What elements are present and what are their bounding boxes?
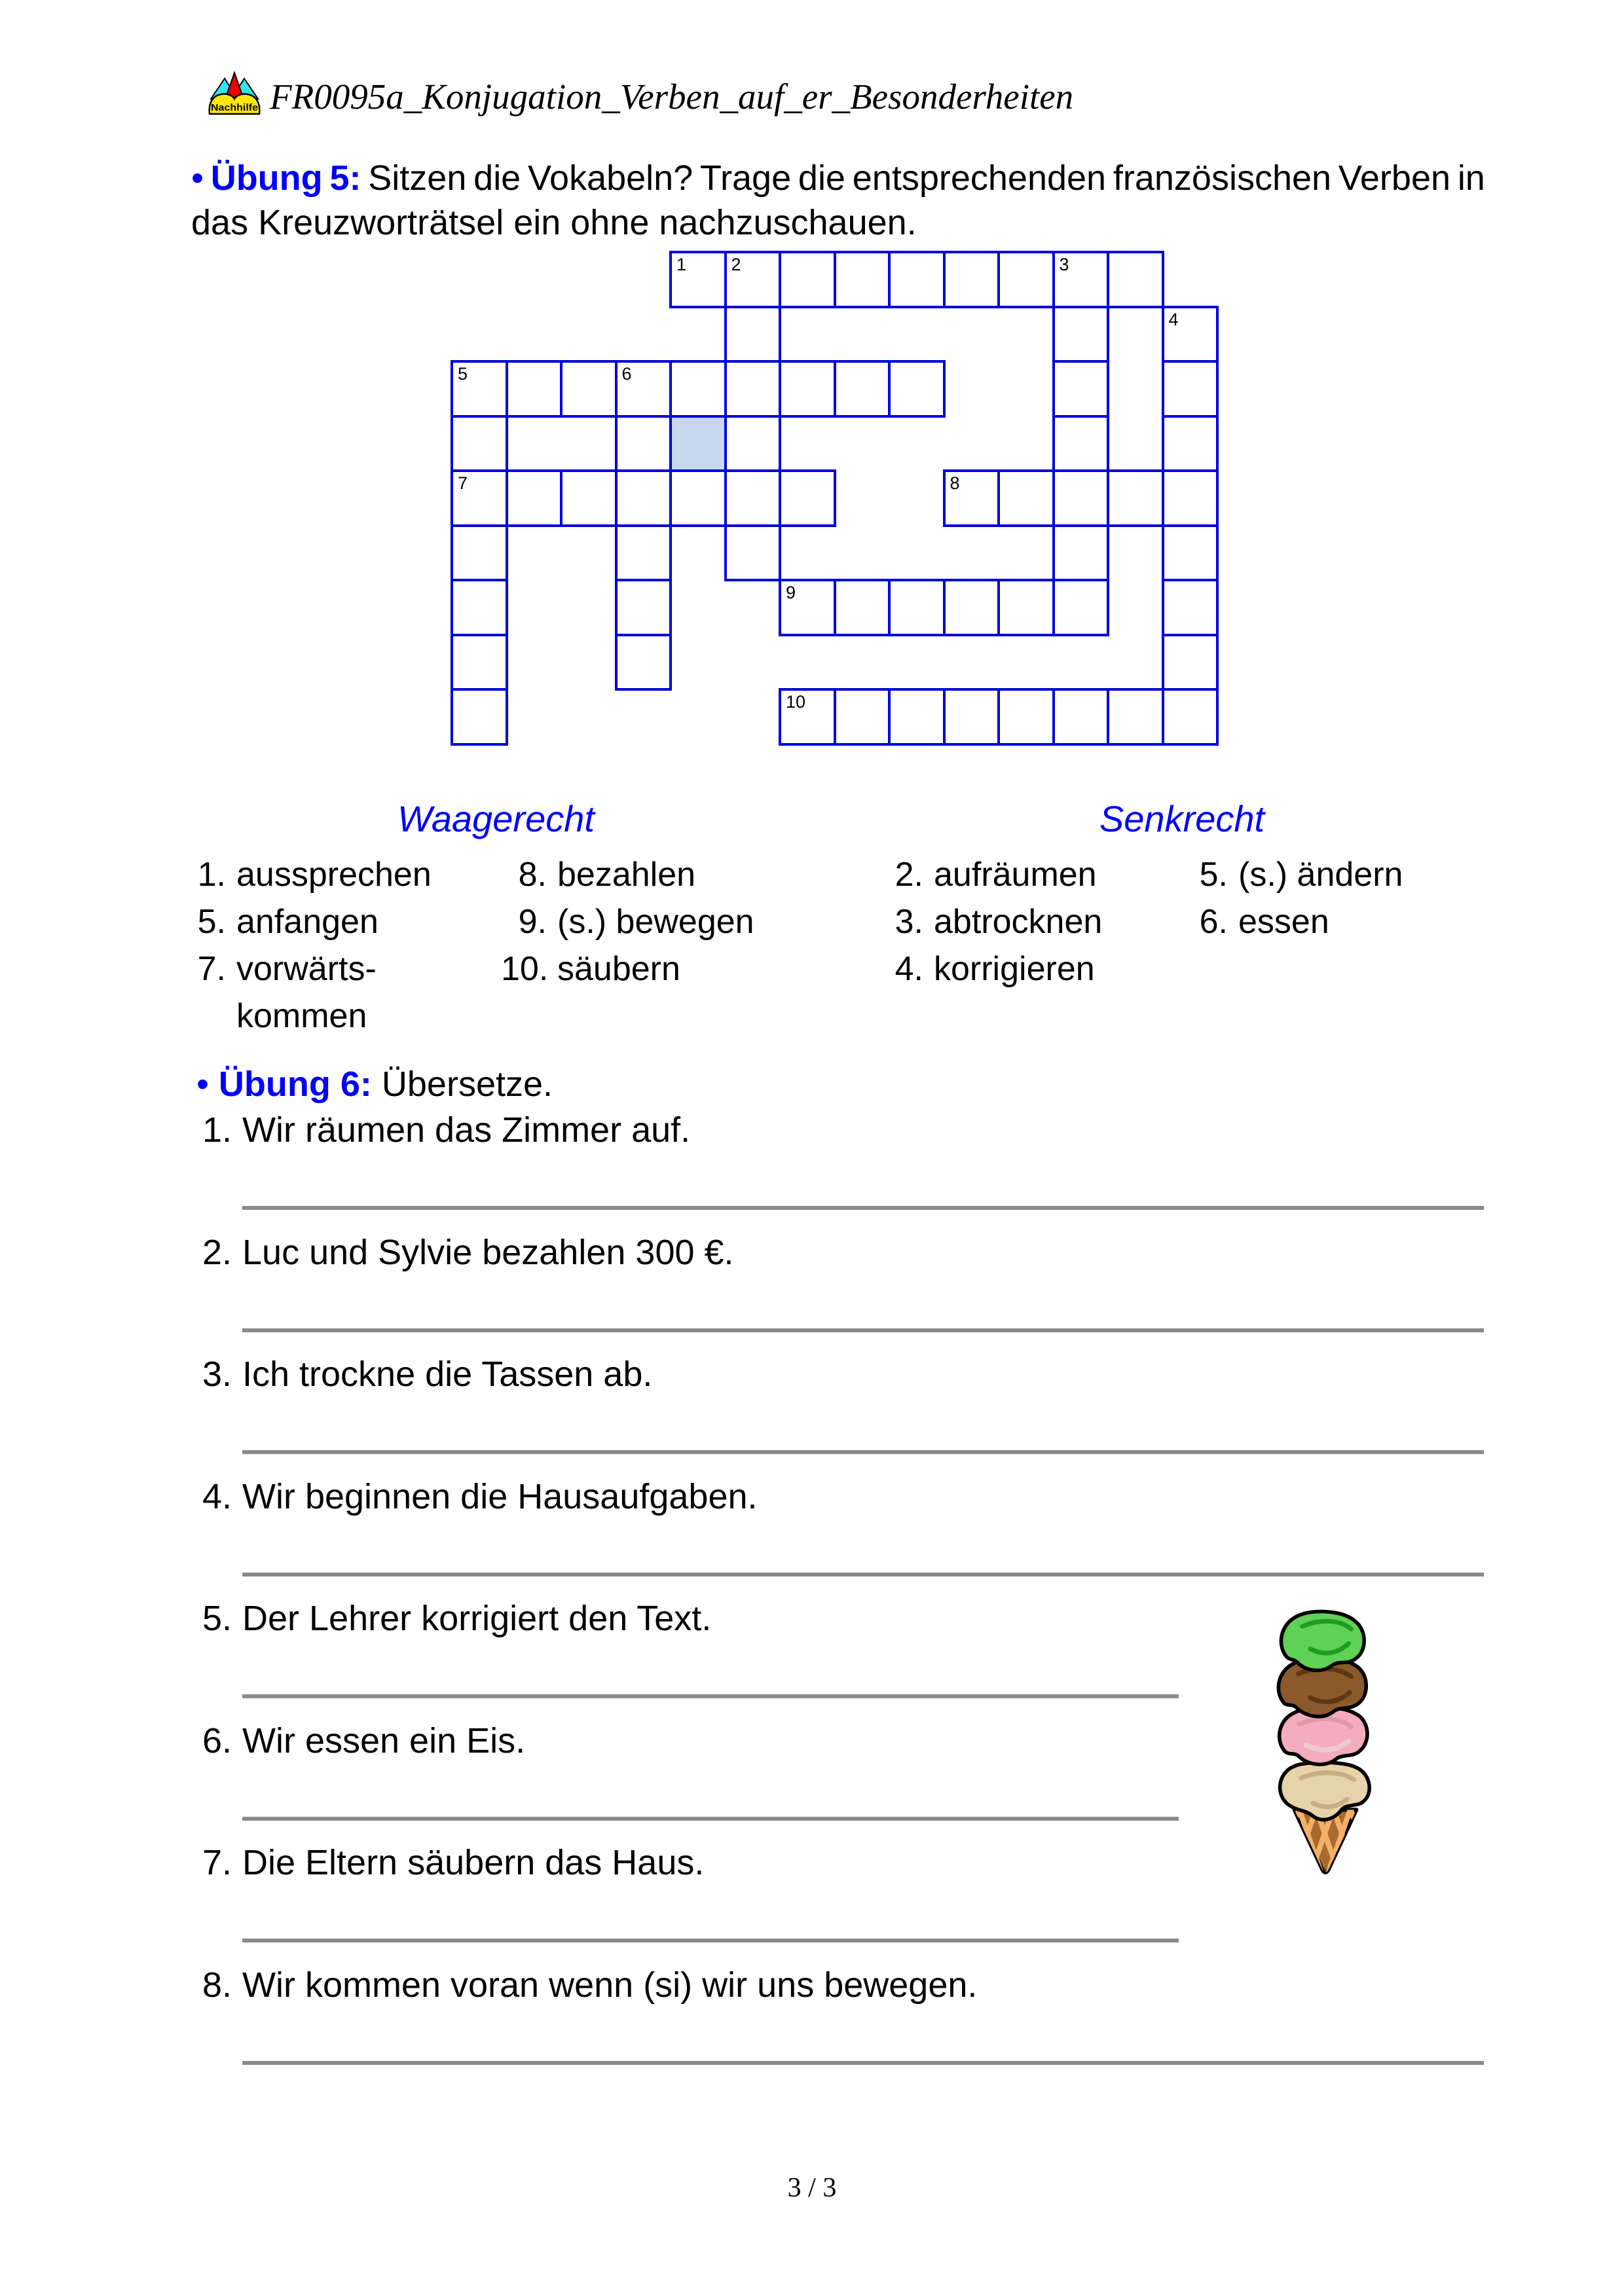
exercise5-word: entsprechenden [852,158,1107,198]
crossword-cell[interactable] [451,415,508,473]
crossword-cell[interactable] [888,251,946,308]
crossword-cell[interactable] [1107,688,1164,746]
sentence-text: Der Lehrer korrigiert den Text. [242,1599,712,1638]
crossword-cell[interactable] [1162,688,1219,746]
across-number: 7. [197,950,226,988]
crossword-cell-4[interactable]: 4 [1162,306,1219,363]
across-title: Waagerecht [397,798,595,839]
spacer [180,993,226,1040]
across-list-column-2 [501,851,754,993]
down-word: aufräumen [934,856,1097,894]
across-word: anfangen [236,903,378,941]
exercise6-instruction: Übersetze. [381,1065,553,1104]
exercise6-bullet: • [196,1065,209,1104]
crossword-cell[interactable] [1162,469,1219,527]
answer-line[interactable] [242,2061,1484,2065]
crossword-cell[interactable] [615,579,673,636]
crossword-cell[interactable] [997,469,1055,527]
down-word: (s.) ändern [1238,856,1403,894]
crossword-cell[interactable] [1052,360,1110,418]
crossword-cell[interactable] [615,415,673,473]
down-title: Senkrecht [1099,798,1265,839]
crossword-cell[interactable] [1162,579,1219,636]
translation-item [0,1231,1624,1354]
answer-line[interactable] [242,1817,1179,1821]
crossword-cell[interactable] [834,251,891,308]
down-number: 3. [895,903,923,941]
crossword-cell[interactable] [1162,415,1219,473]
sentence-text: Wir beginnen die Hausaufgaben. [242,1476,758,1516]
translation-item [0,1476,1624,1598]
exercise5-word: französischen [1113,158,1332,198]
exercise5-label-word: Übung [210,158,323,198]
crossword-cell[interactable] [724,469,782,527]
answer-line[interactable] [242,1939,1179,1942]
across-word: aussprechen [236,856,432,894]
exercise5-heading-line2: das Kreuzworträtsel ein ohne nachzuschauen. [191,203,917,242]
across-word: vorwärts- [236,950,377,988]
document-title: FR0095a_Konjugation_Verben_auf_er_Besonderheiten [270,77,1074,117]
crossword-cell[interactable] [1162,634,1219,691]
crossword-cell[interactable] [1052,688,1110,746]
translation-sentence [183,1231,734,1274]
crossword-cell[interactable] [615,469,673,527]
down-number: 5. [1199,856,1228,894]
crossword-cell[interactable] [1052,469,1110,527]
across-number: 10. [501,950,549,988]
crossword-cell[interactable] [1107,251,1164,308]
across-word: säubern [557,950,680,988]
across-number: 8. [518,856,547,894]
crossword-cell-5[interactable]: 5 [451,360,508,418]
sentence-number: 8. [202,1965,232,2005]
exercise6-heading [196,1063,553,1106]
crossword-cell[interactable] [943,688,1001,746]
translation-sentence [183,1353,652,1396]
exercise6-label: Übung 6: [218,1065,372,1104]
sentence-number: 6. [202,1721,232,1760]
exercise5-bullet: • [191,158,204,198]
across-word: kommen [236,997,367,1035]
crossword-cell[interactable] [943,579,1001,636]
crossword-cell[interactable] [615,524,673,582]
translation-sentence [183,1109,690,1152]
exercise5-word: Sitzen [368,158,467,198]
exercise5-label-word: 5: [329,158,361,198]
across-word: bezahlen [557,856,696,894]
sentence-number: 3. [202,1355,232,1394]
crossword-cell[interactable] [451,579,508,636]
crossword-cell-3[interactable]: 3 [1052,251,1110,308]
crossword-cell-2[interactable]: 2 [724,251,782,308]
down-number: 2. [895,856,923,894]
across-number: 9. [518,903,547,941]
across-item [180,851,432,898]
sentence-number: 4. [202,1476,232,1516]
down-item [1182,898,1403,945]
crossword-cell[interactable] [669,469,727,527]
answer-line[interactable] [242,1694,1179,1698]
crossword-shaded-cell[interactable] [669,415,727,473]
exercise5-heading-line1 [191,157,1485,200]
crossword-cell[interactable] [560,360,618,418]
crossword-cell[interactable] [1162,524,1219,582]
down-item [877,851,1102,898]
crossword-cell[interactable] [1107,469,1164,527]
crossword-cell[interactable] [997,688,1055,746]
translation-sentence [183,1720,525,1762]
down-item [1182,851,1403,898]
crossword-cell[interactable] [943,251,1001,308]
across-item [501,945,754,993]
crossword-cell[interactable] [724,306,782,363]
crossword-cell[interactable] [834,688,891,746]
crossword-cell[interactable] [506,360,563,418]
translation-item [0,1353,1624,1476]
across-word: (s.) bewegen [557,903,754,941]
exercise5-word: die [473,158,521,198]
translation-item [0,1964,1624,2086]
crossword-cell[interactable] [669,360,727,418]
sentence-number: 5. [202,1599,232,1638]
across-item-continuation [180,993,432,1040]
crossword-cell[interactable] [724,524,782,582]
down-list-column-1 [877,851,1102,993]
across-item [501,898,754,945]
across-list-column-1 [180,851,432,1040]
crossword-cell[interactable] [1052,524,1110,582]
crossword-cell[interactable] [451,688,508,746]
across-number: 1. [197,856,226,894]
sentence-number: 1. [202,1110,232,1150]
down-number: 4. [895,950,923,988]
crossword-cell-10[interactable]: 10 [779,688,836,746]
down-word: korrigieren [934,950,1095,988]
translation-item [0,1109,1624,1231]
sentence-number: 7. [202,1843,232,1882]
crossword-cell[interactable] [451,524,508,582]
crossword-cell-8[interactable]: 8 [943,469,1001,527]
crossword-cell-6[interactable]: 6 [615,360,673,418]
sentence-text: Ich trockne die Tassen ab. [242,1355,653,1394]
exercise5-word: in [1457,158,1485,198]
sentence-text: Wir essen ein Eis. [242,1721,526,1760]
sentence-number: 2. [202,1232,232,1272]
crossword-cell[interactable] [1162,360,1219,418]
exercise5-word: die [798,158,845,198]
logo-text: Nachhilfe [211,103,258,113]
crossword-cell[interactable] [1052,579,1110,636]
exercise5-word: Vokabeln? [528,158,693,198]
across-item [180,945,432,993]
page-number: 3 / 3 [787,2173,837,2203]
exercise5-word: Verben [1338,158,1451,198]
crossword-cell[interactable] [834,579,891,636]
down-word: abtrocknen [934,903,1103,941]
crossword-cell-9[interactable]: 9 [779,579,836,636]
crossword-cell-7[interactable]: 7 [451,469,508,527]
across-item [180,898,432,945]
down-list-column-2 [1182,851,1403,945]
translation-sentence [183,1964,977,2007]
down-number: 6. [1199,903,1228,941]
crossword-cell[interactable] [997,251,1055,308]
across-item [501,851,754,898]
crossword-cell[interactable] [724,415,782,473]
answer-line[interactable] [242,1206,1484,1210]
sentence-text: Wir kommen voran wenn (si) wir uns bewegen. [242,1965,978,2005]
crossword-cell[interactable] [888,360,946,418]
across-number: 5. [197,903,226,941]
crossword-cell[interactable] [615,634,673,691]
translation-sentence [183,1597,711,1640]
crossword-cell[interactable] [779,251,836,308]
down-item [877,898,1102,945]
translation-sentence [183,1842,704,1884]
crossword-cell[interactable] [724,360,782,418]
crossword-cell[interactable] [451,634,508,691]
crossword-cell-1[interactable]: 1 [669,251,727,308]
down-item [877,945,1102,993]
crossword-cell[interactable] [506,469,563,527]
answer-line[interactable] [242,1328,1484,1332]
answer-line[interactable] [242,1573,1484,1576]
crossword-cell[interactable] [1052,306,1110,363]
crossword-cell[interactable] [888,579,946,636]
answer-line[interactable] [242,1450,1484,1454]
exercise5-word: Trage [700,158,792,198]
exercise6-sentence-list [0,1109,1624,2086]
nachhilfe-logo-icon [207,71,262,117]
sentence-text: Wir räumen das Zimmer auf. [242,1110,691,1150]
crossword-cell[interactable] [779,360,836,418]
crossword-grid [451,251,1219,746]
crossword-cell[interactable] [1052,415,1110,473]
crossword-cell[interactable] [997,579,1055,636]
sentence-text: Die Eltern säubern das Haus. [242,1843,705,1882]
crossword-cell[interactable] [560,469,618,527]
ice-cream-image [1266,1605,1383,1879]
translation-sentence [183,1476,758,1518]
down-word: essen [1238,903,1329,941]
crossword-cell[interactable] [834,360,891,418]
crossword-cell[interactable] [779,469,836,527]
crossword-cell[interactable] [888,688,946,746]
sentence-text: Luc und Sylvie bezahlen 300 €. [242,1232,734,1272]
